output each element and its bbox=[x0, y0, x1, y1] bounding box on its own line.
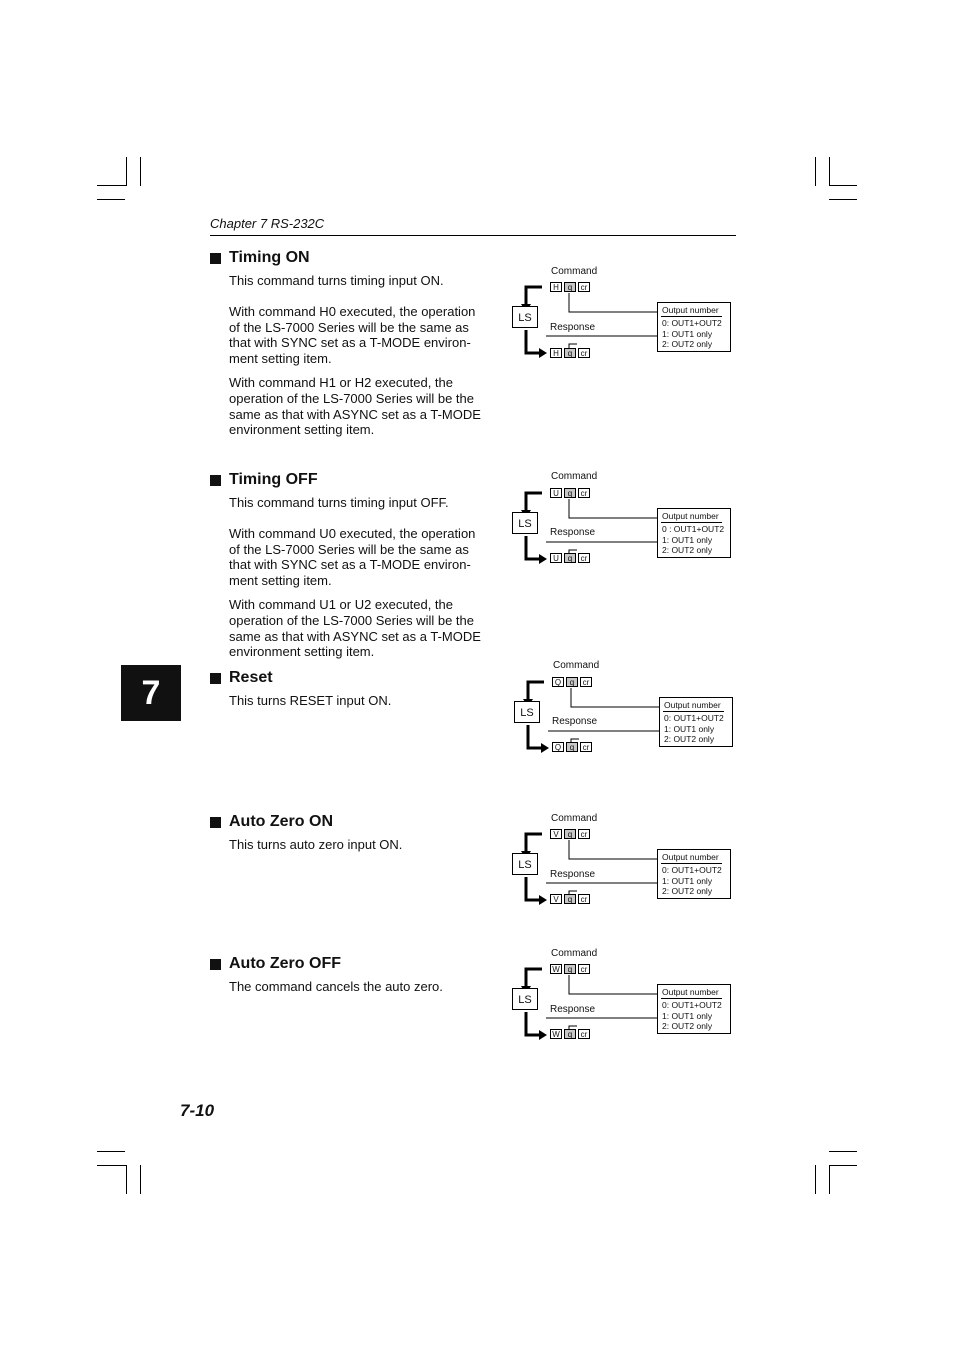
command-cell: cr bbox=[578, 488, 590, 498]
output-number-box bbox=[657, 302, 731, 352]
output-option: 1: OUT1 only bbox=[662, 329, 713, 339]
output-number-title: Output number bbox=[662, 852, 719, 862]
square-bullet-icon bbox=[210, 959, 221, 970]
section-timing-on bbox=[210, 249, 490, 446]
output-number-title: Output number bbox=[664, 700, 721, 710]
command-label: Command bbox=[551, 813, 598, 824]
paragraph: With command H1 or H2 executed, the operation of the LS-7000 Series will be the same as that with ASYNC set as a T-MODE environment setting item. bbox=[229, 374, 481, 438]
response-label: Response bbox=[550, 869, 596, 880]
response-cell: cr bbox=[578, 348, 590, 358]
command-cell: q bbox=[564, 829, 576, 839]
output-option: 1: OUT1 only bbox=[662, 876, 713, 886]
response-cell: q bbox=[564, 348, 576, 358]
section-timing-off bbox=[210, 471, 490, 668]
command-cell: cr bbox=[578, 964, 590, 974]
command-diagram bbox=[510, 659, 750, 759]
response-label: Response bbox=[550, 322, 596, 333]
command-label: Command bbox=[551, 471, 598, 482]
response-label: Response bbox=[550, 1004, 596, 1015]
output-option: 0: OUT1+OUT2 bbox=[662, 1000, 722, 1010]
command-diagram bbox=[508, 811, 748, 911]
command-cell: q bbox=[564, 488, 576, 498]
output-option: 0 : OUT1+OUT2 bbox=[662, 524, 725, 534]
section-heading: Auto Zero OFF bbox=[210, 955, 490, 973]
output-option: 2: OUT2 only bbox=[662, 886, 713, 896]
paragraph: This turns RESET input ON. bbox=[229, 693, 392, 708]
ls-device-box: LS bbox=[512, 988, 538, 1010]
ls-device-box: LS bbox=[512, 853, 538, 875]
command-label: Command bbox=[553, 660, 600, 671]
section-auto-zero-on bbox=[210, 813, 490, 861]
command-cell: q bbox=[564, 282, 576, 292]
response-cell: q bbox=[564, 553, 576, 563]
command-diagram bbox=[508, 264, 748, 364]
output-number-title: Output number bbox=[662, 987, 719, 997]
paragraph: With command H0 executed, the operation of the LS-7000 Series will be the same as that with SYNC set as a T-MODE environ- ment setting item. bbox=[229, 303, 476, 367]
command-cell: cr bbox=[578, 282, 590, 292]
response-cell: q bbox=[566, 742, 578, 752]
paragraph: This turns auto zero input ON. bbox=[229, 837, 403, 852]
command-cell: U bbox=[550, 488, 562, 498]
output-number-title: Output number bbox=[662, 305, 719, 315]
output-option: 2: OUT2 only bbox=[662, 339, 713, 349]
output-option: 1: OUT1 only bbox=[664, 724, 715, 734]
ls-device-box: LS bbox=[512, 306, 538, 328]
ls-device-box: LS bbox=[514, 701, 540, 723]
response-cell: q bbox=[564, 894, 576, 904]
output-number-box bbox=[657, 849, 731, 899]
response-cell: cr bbox=[580, 742, 592, 752]
response-cell: cr bbox=[578, 1029, 590, 1039]
command-cell: Q bbox=[552, 677, 564, 687]
chapter-tab: 7 bbox=[121, 665, 181, 721]
command-cell: H bbox=[550, 282, 562, 292]
chapter-header: Chapter 7 RS-232C bbox=[210, 216, 736, 236]
response-cell: W bbox=[550, 1029, 562, 1039]
square-bullet-icon bbox=[210, 253, 221, 264]
command-cell: q bbox=[566, 677, 578, 687]
command-cell: W bbox=[550, 964, 562, 974]
output-option: 1: OUT1 only bbox=[662, 1011, 713, 1021]
section-heading: Auto Zero ON bbox=[210, 813, 490, 831]
command-cell: q bbox=[564, 964, 576, 974]
response-label: Response bbox=[550, 527, 596, 538]
output-option: 2: OUT2 only bbox=[664, 734, 715, 744]
output-option: 0: OUT1+OUT2 bbox=[662, 318, 722, 328]
section-heading: Timing OFF bbox=[210, 471, 490, 489]
square-bullet-icon bbox=[210, 475, 221, 486]
section-reset bbox=[210, 669, 490, 717]
paragraph: With command U1 or U2 executed, the operation of the LS-7000 Series will be the same as that with ASYNC set as a T-MODE environment setting item. bbox=[229, 596, 481, 660]
response-cell: cr bbox=[578, 553, 590, 563]
output-number-title: Output number bbox=[662, 511, 719, 521]
square-bullet-icon bbox=[210, 673, 221, 684]
output-number-box bbox=[659, 697, 733, 747]
page-number: 7-10 bbox=[180, 1101, 215, 1120]
output-option: 2: OUT2 only bbox=[662, 1021, 713, 1031]
command-label: Command bbox=[551, 948, 598, 959]
command-cell: cr bbox=[580, 677, 592, 687]
response-cell: cr bbox=[578, 894, 590, 904]
paragraph: This command turns timing input OFF. bbox=[229, 495, 449, 510]
command-cell: cr bbox=[578, 829, 590, 839]
command-diagram bbox=[508, 470, 748, 570]
response-cell: U bbox=[550, 553, 562, 563]
section-auto-zero-off bbox=[210, 955, 490, 1003]
square-bullet-icon bbox=[210, 817, 221, 828]
output-option: 1: OUT1 only bbox=[662, 535, 713, 545]
command-label: Command bbox=[551, 266, 598, 277]
output-option: 0: OUT1+OUT2 bbox=[662, 865, 722, 875]
response-label: Response bbox=[552, 716, 598, 727]
paragraph: With command U0 executed, the operation of the LS-7000 Series will be the same as that with SYNC set as a T-MODE environ- ment setting item. bbox=[229, 525, 476, 589]
response-cell: Q bbox=[552, 742, 564, 752]
command-cell: V bbox=[550, 829, 562, 839]
section-heading: Reset bbox=[210, 669, 490, 687]
output-option: 0: OUT1+OUT2 bbox=[664, 713, 724, 723]
output-option: 2: OUT2 only bbox=[662, 545, 713, 555]
paragraph: The command cancels the auto zero. bbox=[229, 979, 443, 994]
command-diagram bbox=[508, 946, 748, 1046]
ls-device-box: LS bbox=[512, 512, 538, 534]
output-number-box bbox=[657, 508, 731, 558]
response-cell: q bbox=[564, 1029, 576, 1039]
paragraph: This command turns timing input ON. bbox=[229, 273, 444, 288]
response-cell: V bbox=[550, 894, 562, 904]
output-number-box bbox=[657, 984, 731, 1034]
response-cell: H bbox=[550, 348, 562, 358]
section-heading: Timing ON bbox=[210, 249, 490, 267]
